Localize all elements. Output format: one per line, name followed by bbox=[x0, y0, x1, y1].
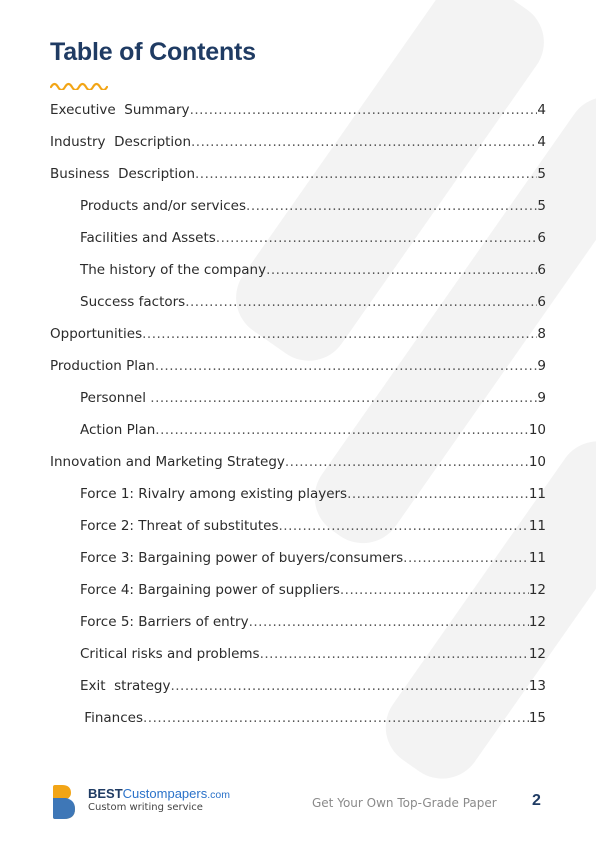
toc-entry-label: The history of the company bbox=[80, 262, 267, 278]
page-number: 2 bbox=[532, 792, 541, 809]
toc-entry-leader-dots bbox=[170, 678, 528, 694]
toc-entry[interactable] bbox=[50, 294, 546, 326]
toc-entry-page-number: 13 bbox=[528, 678, 546, 694]
toc-entry[interactable] bbox=[50, 198, 546, 230]
toc-entry-leader-dots bbox=[190, 102, 538, 118]
toc-entry-leader-dots bbox=[216, 230, 538, 246]
toc-entry-page-number: 11 bbox=[528, 550, 546, 566]
brand-name bbox=[88, 786, 230, 801]
table-of-contents bbox=[50, 102, 546, 742]
toc-entry[interactable] bbox=[50, 422, 546, 454]
toc-entry[interactable] bbox=[50, 390, 546, 422]
toc-entry-label: Personnel bbox=[80, 390, 151, 406]
toc-entry[interactable] bbox=[50, 646, 546, 678]
toc-entry-label: Innovation and Marketing Strategy bbox=[50, 454, 285, 470]
toc-entry-page-number: 12 bbox=[528, 614, 546, 630]
toc-entry-leader-dots bbox=[340, 582, 529, 598]
brand-name-bold: BEST bbox=[88, 786, 123, 801]
toc-entry-label: Business Description bbox=[50, 166, 195, 182]
toc-entry-leader-dots bbox=[191, 134, 537, 150]
toc-entry[interactable] bbox=[50, 678, 546, 710]
toc-entry-label: Finances bbox=[80, 710, 143, 726]
toc-entry-leader-dots bbox=[279, 518, 529, 534]
toc-entry-page-number: 4 bbox=[537, 134, 546, 150]
footer-cta-text: Get Your Own Top-Grade Paper bbox=[312, 796, 497, 810]
toc-entry-label: Production Plan bbox=[50, 358, 155, 374]
brand-name-rest: Custompapers bbox=[122, 786, 208, 801]
brand-logo-icon bbox=[52, 784, 76, 820]
brand-domain: .com bbox=[207, 789, 230, 801]
brand-tagline: Custom writing service bbox=[88, 802, 203, 813]
toc-entry[interactable] bbox=[50, 550, 546, 582]
toc-entry-page-number: 9 bbox=[537, 390, 546, 406]
toc-entry-leader-dots bbox=[150, 390, 537, 406]
toc-entry[interactable] bbox=[50, 262, 546, 294]
toc-entry[interactable] bbox=[50, 582, 546, 614]
toc-entry-page-number: 6 bbox=[537, 262, 546, 278]
toc-entry-page-number: 5 bbox=[537, 166, 546, 182]
toc-entry-label: Critical risks and problems bbox=[80, 646, 260, 662]
toc-entry-leader-dots bbox=[143, 710, 529, 726]
toc-entry-page-number: 5 bbox=[537, 198, 546, 214]
toc-entry-page-number: 9 bbox=[537, 358, 546, 374]
toc-entry[interactable] bbox=[50, 166, 546, 198]
toc-entry-leader-dots bbox=[260, 646, 529, 662]
toc-entry-page-number: 10 bbox=[528, 454, 546, 470]
toc-entry-label: Force 3: Bargaining power of buyers/consumers bbox=[80, 550, 404, 566]
toc-entry-leader-dots bbox=[249, 614, 529, 630]
toc-entry-label: Force 1: Rivalry among existing players bbox=[80, 486, 348, 502]
toc-entry-label: Industry Description bbox=[50, 134, 191, 150]
toc-entry-label: Products and/or services bbox=[80, 198, 247, 214]
page-title: Table of Contents bbox=[50, 38, 256, 66]
toc-entry-label: Force 2: Threat of substitutes bbox=[80, 518, 279, 534]
toc-entry-leader-dots bbox=[246, 198, 537, 214]
toc-entry-leader-dots bbox=[285, 454, 529, 470]
toc-entry-label: Facilities and Assets bbox=[80, 230, 216, 246]
toc-entry-page-number: 15 bbox=[528, 710, 546, 726]
toc-entry-leader-dots bbox=[155, 358, 538, 374]
toc-entry[interactable] bbox=[50, 326, 546, 358]
toc-entry[interactable] bbox=[50, 454, 546, 486]
toc-entry-page-number: 11 bbox=[528, 518, 546, 534]
toc-entry-leader-dots bbox=[266, 262, 537, 278]
toc-entry-label: Exit strategy bbox=[80, 678, 171, 694]
toc-entry-page-number: 8 bbox=[537, 326, 546, 342]
toc-entry-leader-dots bbox=[347, 486, 529, 502]
toc-entry-page-number: 10 bbox=[528, 422, 546, 438]
toc-entry-leader-dots bbox=[155, 422, 529, 438]
toc-entry-page-number: 11 bbox=[528, 486, 546, 502]
toc-entry-page-number: 6 bbox=[537, 294, 546, 310]
toc-entry[interactable] bbox=[50, 134, 546, 166]
toc-entry-page-number: 12 bbox=[528, 646, 546, 662]
toc-entry-label: Executive Summary bbox=[50, 102, 190, 118]
toc-entry[interactable] bbox=[50, 614, 546, 646]
toc-entry-label: Success factors bbox=[80, 294, 186, 310]
title-underline-squiggle bbox=[50, 80, 108, 90]
toc-entry-label: Action Plan bbox=[80, 422, 156, 438]
toc-entry-page-number: 4 bbox=[537, 102, 546, 118]
toc-entry[interactable] bbox=[50, 486, 546, 518]
toc-entry-label: Opportunities bbox=[50, 326, 143, 342]
toc-entry[interactable] bbox=[50, 710, 546, 742]
toc-entry-page-number: 12 bbox=[528, 582, 546, 598]
toc-entry-leader-dots bbox=[142, 326, 537, 342]
toc-entry-leader-dots bbox=[195, 166, 537, 182]
brand-block bbox=[88, 786, 230, 813]
toc-entry-leader-dots bbox=[185, 294, 537, 310]
toc-entry-label: Force 5: Barriers of entry bbox=[80, 614, 249, 630]
toc-entry[interactable] bbox=[50, 230, 546, 262]
toc-entry[interactable] bbox=[50, 102, 546, 134]
toc-entry[interactable] bbox=[50, 358, 546, 390]
toc-entry-page-number: 6 bbox=[537, 230, 546, 246]
toc-entry-leader-dots bbox=[403, 550, 529, 566]
toc-entry-label: Force 4: Bargaining power of suppliers bbox=[80, 582, 340, 598]
toc-entry[interactable] bbox=[50, 518, 546, 550]
